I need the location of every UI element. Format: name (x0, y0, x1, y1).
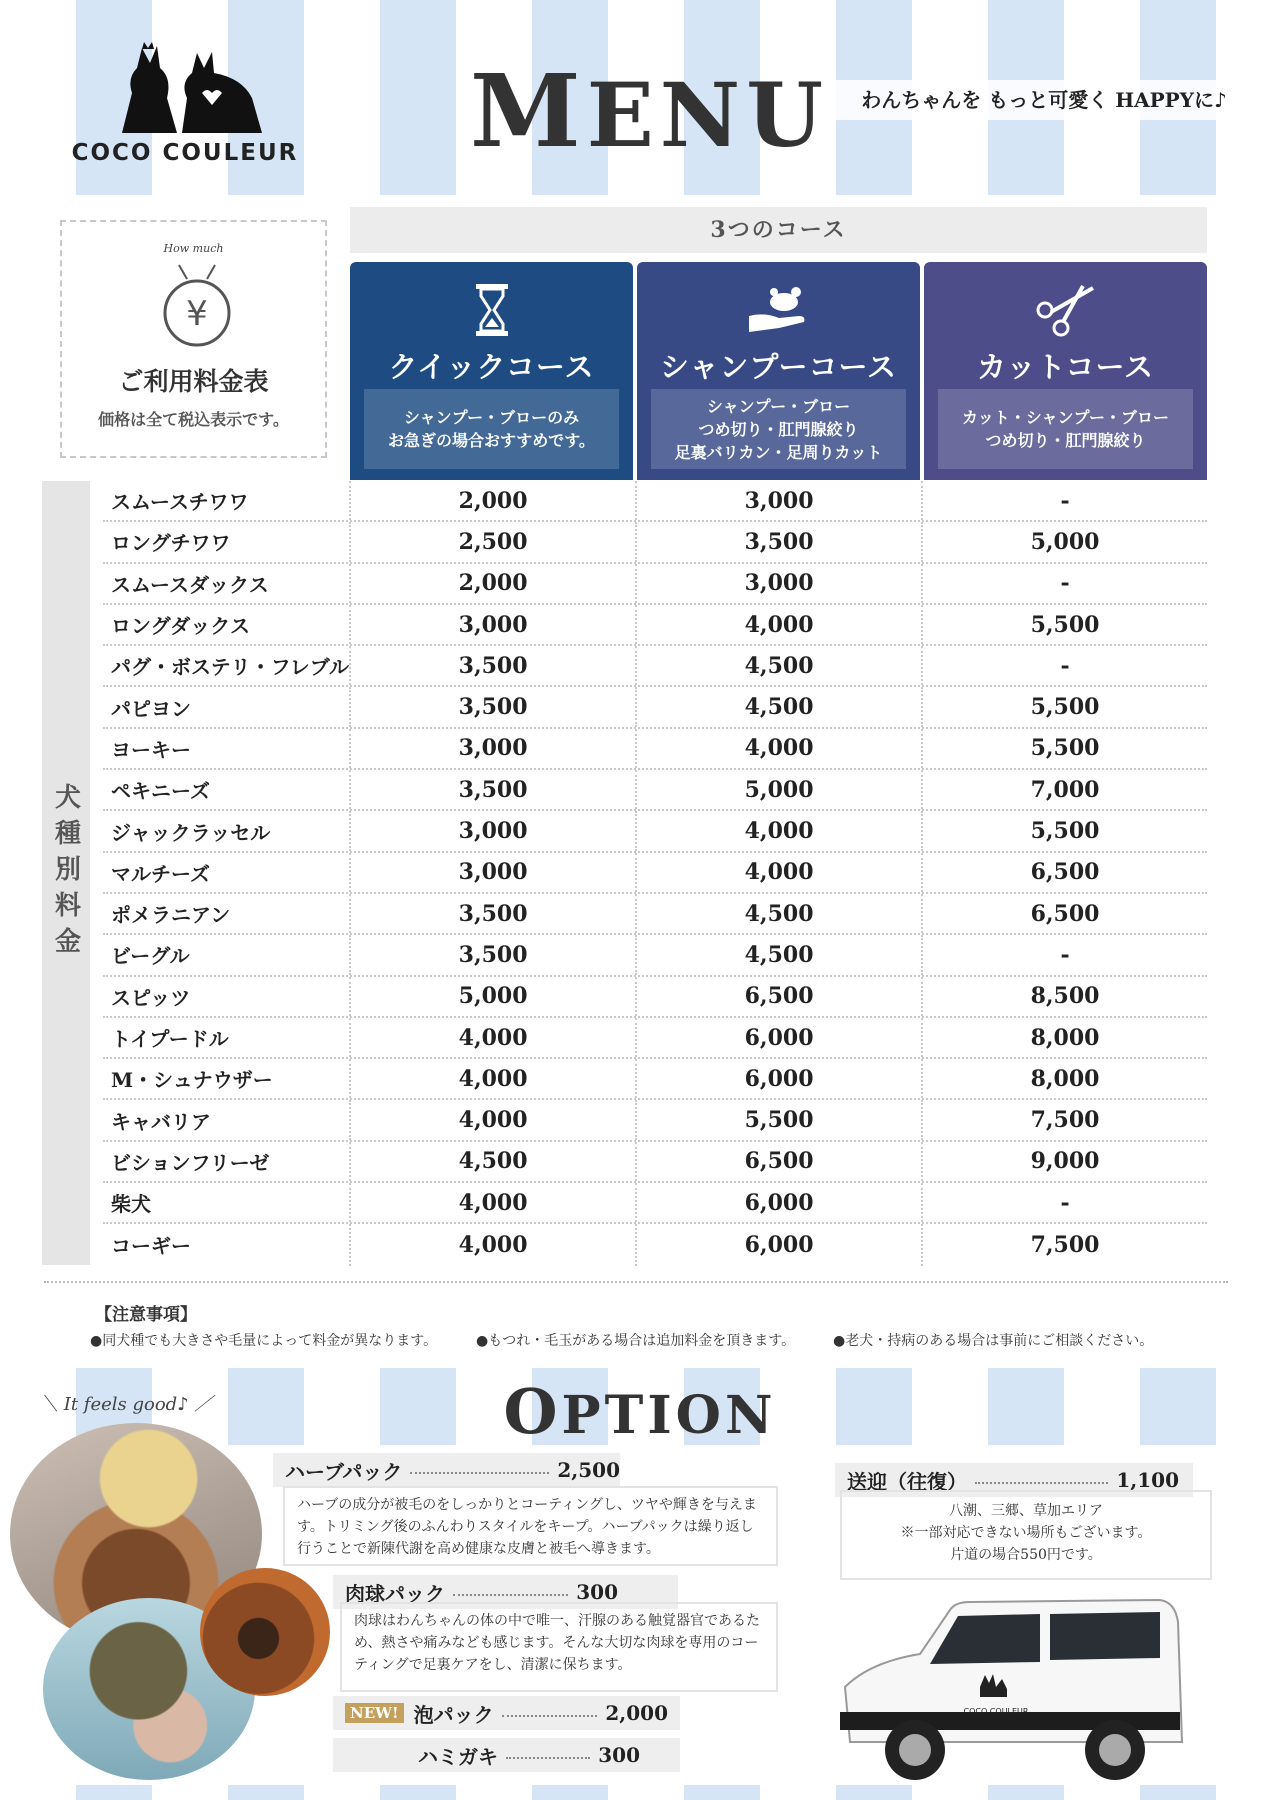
table-row (103, 1059, 1207, 1100)
table-row (103, 1100, 1207, 1141)
quick-price: 3,000 (349, 729, 635, 768)
table-row (103, 811, 1207, 852)
shampoo-price: 4,000 (635, 853, 921, 892)
cut-price: 8,000 (921, 1018, 1207, 1057)
paw-pack-photo (200, 1568, 330, 1696)
note-item: ●同犬種でも大きさや毛量によって料金が異なります。 (90, 1333, 438, 1349)
cut-price: 5,500 (921, 687, 1207, 726)
breed-name: トイプードル (111, 1027, 229, 1051)
notes-title: 【注意事項】 (95, 1305, 197, 1325)
cut-price: - (921, 1183, 1207, 1222)
cut-price: 5,000 (921, 522, 1207, 561)
courses-header: 3つのコース (350, 207, 1207, 253)
brand-name: COCO COULEUR (71, 140, 299, 166)
table-row (103, 1018, 1207, 1059)
table-row (103, 1142, 1207, 1183)
breed-name: M・シュナウザー (111, 1068, 273, 1093)
cut-price: - (921, 646, 1207, 685)
shampoo-price: 6,500 (635, 1142, 921, 1181)
shampoo-price: 4,000 (635, 811, 921, 850)
breed-price-label: 犬種別料金 (42, 481, 90, 1265)
pickup-label: 送迎（往復） 1,100 (835, 1463, 1193, 1497)
quick-price: 2,500 (349, 522, 635, 561)
quick-price: 3,500 (349, 687, 635, 726)
shampoo-hand-icon (637, 282, 920, 342)
herb-pack-desc: ハーブの成分が被毛のをしっかりとコーティングし、ツヤや輝きを与えます。トリミング後のふんわりスタイルをキープ。ハーブパックは繰り返し行うことで新陳代謝を高め健康な皮膚と被毛へ導きます。 (283, 1486, 778, 1566)
course-quick (350, 262, 633, 480)
svg-text:¥: ¥ (186, 294, 208, 334)
breed-name: マルチーズ (111, 861, 210, 886)
shampoo-price: 4,000 (635, 605, 921, 644)
tagline: わんちゃんを もっと可愛く HAPPYに♪ (836, 80, 1252, 120)
note-item: ●老犬・持病のある場合は事前にご相談ください。 (833, 1333, 1154, 1349)
dogs-silhouette-icon (102, 38, 272, 133)
shampoo-price: 4,500 (635, 935, 921, 974)
pickup-line: 片道の場合550円です。 (950, 1547, 1102, 1563)
table-row (103, 894, 1207, 935)
car-logo-text: COCO COULEUR (963, 1707, 1029, 1716)
quick-price: 5,000 (349, 977, 635, 1016)
quick-price: 2,000 (349, 481, 635, 520)
course-name: シャンプーコース (659, 350, 898, 384)
breed-name: ビションフリーゼ (111, 1150, 270, 1175)
cut-price: 8,000 (921, 1059, 1207, 1098)
quick-price: 4,500 (349, 1142, 635, 1181)
quick-price: 4,000 (349, 1018, 635, 1057)
table-row (103, 1224, 1207, 1265)
breed-name: スムースダックス (111, 572, 269, 597)
shampoo-price: 4,500 (635, 894, 921, 933)
cut-price: 6,500 (921, 894, 1207, 933)
hourglass-icon (350, 282, 633, 342)
course-shampoo (637, 262, 920, 480)
cut-price: - (921, 564, 1207, 603)
table-row (103, 770, 1207, 811)
breed-name: パピヨン (111, 696, 191, 721)
shampoo-price: 4,500 (635, 646, 921, 685)
table-row (103, 729, 1207, 770)
quick-price: 3,000 (349, 811, 635, 850)
brand-logo (70, 38, 300, 168)
price-info-box (60, 220, 327, 458)
cut-price: 5,500 (921, 605, 1207, 644)
pickup-line: ※一部対応できない場所もございます。 (900, 1525, 1152, 1541)
cut-price: - (921, 481, 1207, 520)
breed-name: ビーグル (111, 944, 190, 969)
table-row (103, 1183, 1207, 1224)
quick-price: 2,000 (349, 564, 635, 603)
price-table-title: ご利用料金表 (118, 367, 269, 396)
shampoo-price: 6,000 (635, 1018, 921, 1057)
foam-pack-label: NEW! 泡パック 2,000 (333, 1696, 680, 1730)
page-title: MENU (470, 52, 829, 170)
course-desc: シャンプー・ブローのみ お急ぎの場合おすすめです。 (364, 389, 619, 469)
shampoo-price: 3,000 (635, 564, 921, 603)
option-title: OPTION (503, 1375, 777, 1448)
pickup-car-illustration (830, 1592, 1190, 1782)
table-row (103, 935, 1207, 976)
breed-name: スムースチワワ (111, 490, 249, 515)
breed-name: 柴犬 (111, 1192, 151, 1217)
feels-good-text: ＼ It feels good♪ ／ (40, 1394, 213, 1415)
breed-name: ロングチワワ (111, 531, 231, 556)
table-row (103, 687, 1207, 728)
shampoo-price: 6,000 (635, 1224, 921, 1265)
table-row (103, 481, 1207, 522)
cut-price: 8,500 (921, 977, 1207, 1016)
shampoo-price: 5,500 (635, 1100, 921, 1139)
cut-price: 5,500 (921, 729, 1207, 768)
breed-price-table (103, 481, 1207, 1266)
quick-price: 3,500 (349, 935, 635, 974)
breed-name: ジャックラッセル (111, 820, 271, 845)
shampoo-price: 5,000 (635, 770, 921, 809)
quick-price: 4,000 (349, 1100, 635, 1139)
table-row (103, 977, 1207, 1018)
table-row (103, 605, 1207, 646)
paw-pack-desc: 肉球はわんちゃんの体の中で唯一、汗腺のある触覚器官であるため、熱さや痛みなども感じます。そんな大切な肉球を専用のコーティングで足裏ケアをし、清潔に保ちます。 (340, 1602, 778, 1692)
pickup-line: 八潮、三郷、草加エリア (949, 1503, 1103, 1519)
quick-price: 3,500 (349, 770, 635, 809)
shampoo-price: 4,500 (635, 687, 921, 726)
cut-price: - (921, 935, 1207, 974)
shampoo-price: 6,500 (635, 977, 921, 1016)
scissors-icon (924, 282, 1207, 342)
course-desc: シャンプー・ブロー つめ切り・肛門腺絞り 足裏バリカン・足周りカット (651, 389, 906, 469)
quick-price: 4,000 (349, 1224, 635, 1265)
course-name: カットコース (976, 350, 1155, 384)
divider (44, 1281, 1228, 1283)
breed-name: ヨーキー (111, 737, 191, 762)
quick-price: 4,000 (349, 1183, 635, 1222)
cut-price: 7,500 (921, 1100, 1207, 1139)
cut-price: 6,500 (921, 853, 1207, 892)
cut-price: 7,500 (921, 1224, 1207, 1265)
course-cut (924, 262, 1207, 480)
shampoo-price: 6,000 (635, 1183, 921, 1222)
cut-price: 7,000 (921, 770, 1207, 809)
table-row (103, 522, 1207, 563)
cut-price: 9,000 (921, 1142, 1207, 1181)
herb-pack-label: ハーブパック 2,500 (273, 1453, 620, 1487)
shampoo-price: 3,000 (635, 481, 921, 520)
course-desc: カット・シャンプー・ブロー つめ切り・肛門腺絞り (938, 389, 1193, 469)
shampoo-price: 3,500 (635, 522, 921, 561)
quick-price: 3,000 (349, 605, 635, 644)
quick-price: 4,000 (349, 1059, 635, 1098)
cut-price: 5,500 (921, 811, 1207, 850)
breed-name: ポメラニアン (111, 903, 231, 928)
shampoo-price: 4,000 (635, 729, 921, 768)
quick-price: 3,500 (349, 894, 635, 933)
breed-name: ロングダックス (111, 614, 250, 639)
quick-price: 3,000 (349, 853, 635, 892)
table-row (103, 564, 1207, 605)
breed-name: ペキニーズ (111, 779, 210, 804)
toothbrush-label: ハミガキ 300 (333, 1738, 680, 1772)
quick-price: 3,500 (349, 646, 635, 685)
breed-name: コーギー (111, 1234, 191, 1259)
paw-pack-label: 肉球パック 300 (333, 1575, 678, 1609)
breed-name: スピッツ (111, 985, 191, 1010)
tax-note: 価格は全て税込表示です。 (98, 410, 289, 429)
breed-name: キャバリア (111, 1109, 211, 1134)
note-item: ●もつれ・毛玉がある場合は追加料金を頂きます。 (476, 1333, 796, 1349)
breed-name: パグ・ボステリ・フレブル (111, 655, 349, 680)
new-badge: NEW! (345, 1703, 404, 1723)
table-row (103, 853, 1207, 894)
shampoo-price: 6,000 (635, 1059, 921, 1098)
yen-coin-icon (157, 257, 237, 347)
course-name: クイックコース (388, 350, 595, 384)
pickup-desc (840, 1490, 1212, 1580)
table-row (103, 646, 1207, 687)
how-much-script: How much (163, 242, 224, 255)
